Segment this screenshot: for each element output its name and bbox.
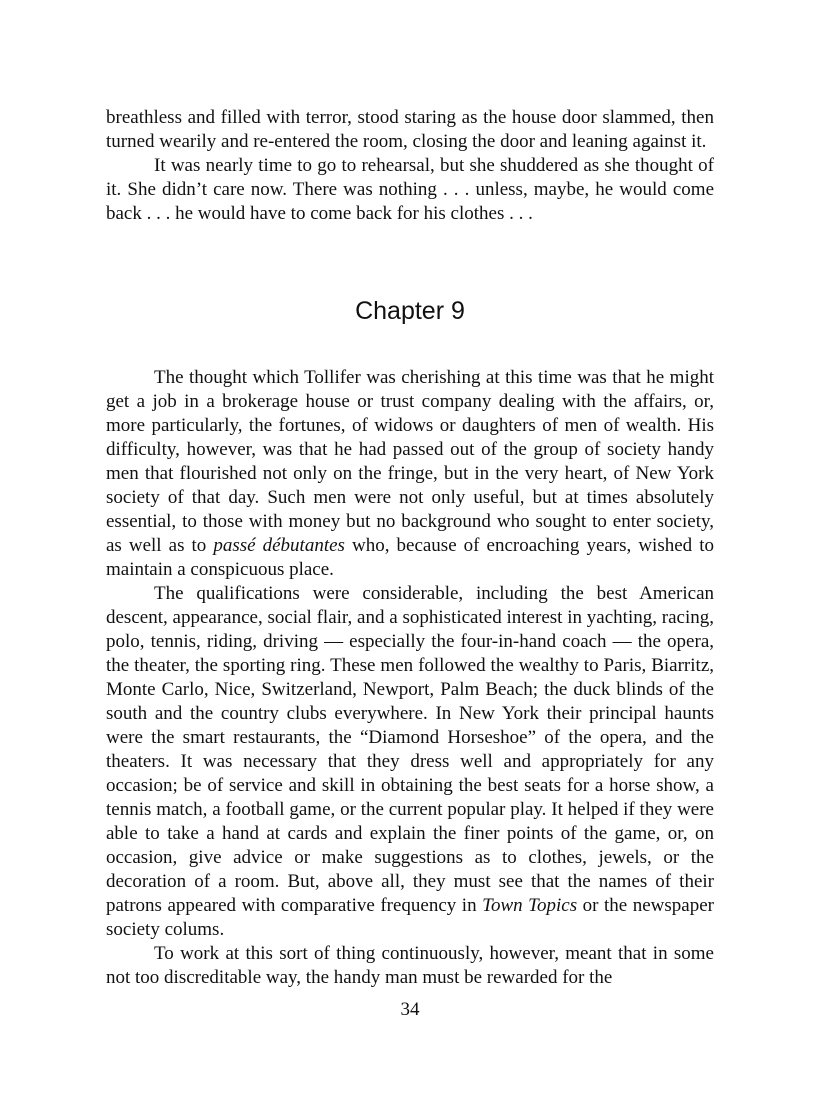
chapter-text xyxy=(106,366,714,990)
page-number: 34 xyxy=(400,999,420,1020)
chapter-heading: Chapter 9 xyxy=(355,297,465,325)
italic-title: Town Topics xyxy=(482,895,578,916)
paragraph-continuation: breathless and filled with terror, stood staring as the house door slammed, then turned wearily and re-entered the room, closing the door and leaning against it. xyxy=(106,107,714,152)
paragraph: It was nearly time to go to rehearsal, but she shuddered as she thought of it. She didn’t care now. There was nothing . . . unless, maybe, he would come back . . . he would have to come back for his clothes . . . xyxy=(106,155,714,224)
paragraph-text: The thought which Tollifer was cherishing at this time was that he might get a job in a brokerage house or trust company dealing with the affairs, or, more particularly, the fortunes, of widows or daughters of men of wealth. His difficulty, however, was that he had passed out of the group of society handy men that flourished not only on the fringe, but in the very heart, of New York society of that day. Such men were not only useful, but at times absolutely essential, to those with money but no background who sought to enter society, as well as to xyxy=(106,367,714,556)
paragraph xyxy=(106,366,714,582)
italic-phrase: passé débutantes xyxy=(213,535,345,556)
paragraph xyxy=(106,582,714,942)
paragraph-text: The qualifications were considerable, including the best American descent, appearance, social flair, and a sophisticated interest in yachting, racing, polo, tennis, riding, driving — especially the four-in-hand coach — the opera, the theater, the sporting ring. These men followed the wealthy to Paris, Biarritz, Monte Carlo, Nice, Switzerland, Newport, Palm Beach; the duck blinds of the south and the country clubs everywhere. In New York their principal haunts were the smart restaurants, the “Diamond Horseshoe” of the opera, and the theaters. It was necessary that they dress well and appropriately for any occasion; be of service and skill in obtaining the best seats for a horse show, a tennis match, a football game, or the current popular play. It helped if they were able to take a hand at cards and explain the finer points of the game, or, on occasion, give advice or make suggestions as to clothes, jewels, or the decoration of a room. But, above all, they must see that the names of their patrons appeared with comparative frequency in xyxy=(106,583,714,916)
paragraph-text: or the newspaper society colums. xyxy=(106,895,714,940)
opening-text xyxy=(106,106,714,226)
paragraph-text: who, because of encroaching years, wished to maintain a conspicuous place. xyxy=(106,535,714,580)
paragraph: To work at this sort of thing continuously, however, meant that in some not too discreditable way, the handy man must be rewarded for the xyxy=(106,943,714,988)
